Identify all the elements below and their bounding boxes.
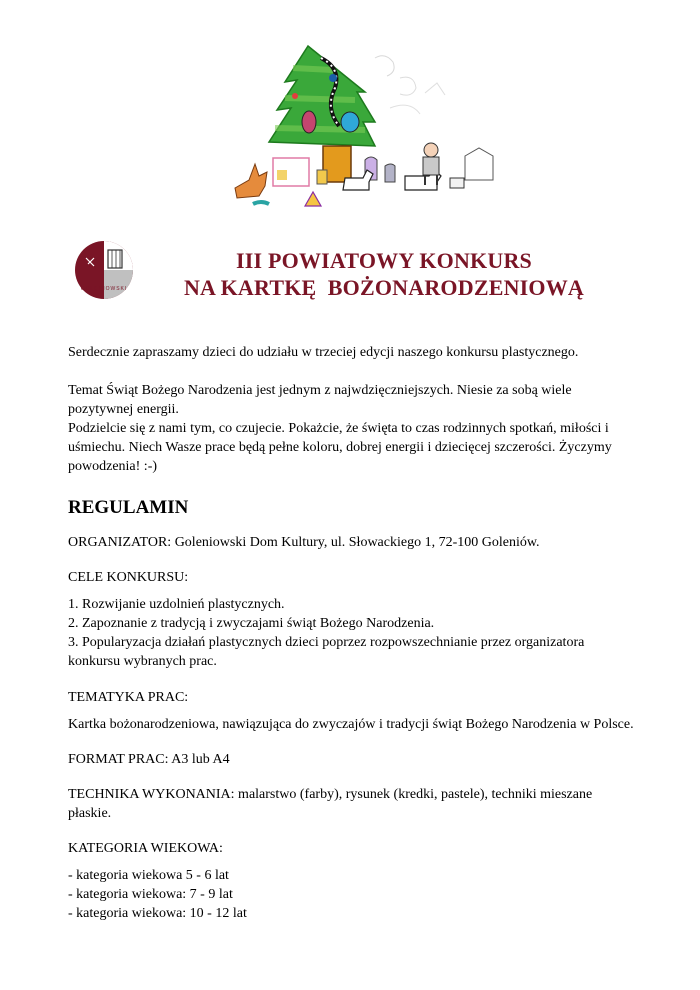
goals-label: CELE KONKURSU: — [68, 570, 189, 585]
document-body — [68, 343, 638, 923]
list-item: 2. Zapoznanie z tradycją i zwyczajami świąt Bożego Narodzenia. — [68, 616, 435, 631]
list-item: - kategoria wiekowa: 7 - 9 lat — [68, 887, 233, 902]
theme-text: Kartka bożonarodzeniowa, nawiązująca do zwyczajów i tradycji świąt Bożego Narodzenia w Polsce. — [68, 717, 634, 732]
list-item: - kategoria wiekowa: 10 - 12 lat — [68, 906, 247, 921]
intro-paragraph-3: Podzielcie się z nami tym, co czujecie. Pokażcie, że święta to czas rodzinnych spotkań, miłości i uśmiechu. Niech Wasze prace będą pełne koloru, dobrej energii i dziecięcej szczerości. Życzymy powodzenia! :-) — [68, 421, 612, 474]
list-item: 1. Rozwijanie uzdolnień plastycznych. — [68, 597, 285, 612]
format-text: FORMAT PRAC: A3 lub A4 — [68, 752, 230, 767]
theme-label: TEMATYKA PRAC: — [68, 690, 189, 705]
page-title — [140, 247, 628, 301]
list-item: 3. Popularyzacja działań plastycznych dzieci poprzez rozpowszechnianie przez organizatora konkursu wybranych prac. — [68, 635, 585, 669]
organizer-text: ORGANIZATOR: Goleniowski Dom Kultury, ul. Słowackiego 1, 72-100 Goleniów. — [68, 535, 540, 550]
intro-paragraph-1: Serdecznie zapraszamy dzieci do udziału w trzeciej edycji naszego konkursu plastycznego. — [68, 345, 579, 360]
logo-text: GOLENIOWSKI — [80, 286, 128, 292]
christmas-tree-drawing — [225, 38, 500, 218]
title-line-1: III POWIATOWY KONKURS — [236, 248, 532, 273]
gdk-logo — [74, 240, 134, 300]
list-item: - kategoria wiekowa 5 - 6 lat — [68, 868, 229, 883]
intro-paragraph-2: Temat Świąt Bożego Narodzenia jest jednym z najwdzięczniejszych. Niesie za sobą wiele pozytywnej energii. — [68, 383, 572, 417]
age-list — [68, 866, 638, 923]
goals-list — [68, 595, 638, 671]
age-label: KATEGORIA WIEKOWA: — [68, 841, 223, 856]
technique-text: TECHNIKA WYKONANIA: malarstwo (farby), rysunek (kredki, pastele), techniki mieszane płaskie. — [68, 787, 593, 821]
title-line-2: NA KARTKĘ BOŻONARODZENIOWĄ — [183, 275, 585, 300]
regulamin-heading: REGULAMIN — [68, 497, 189, 518]
